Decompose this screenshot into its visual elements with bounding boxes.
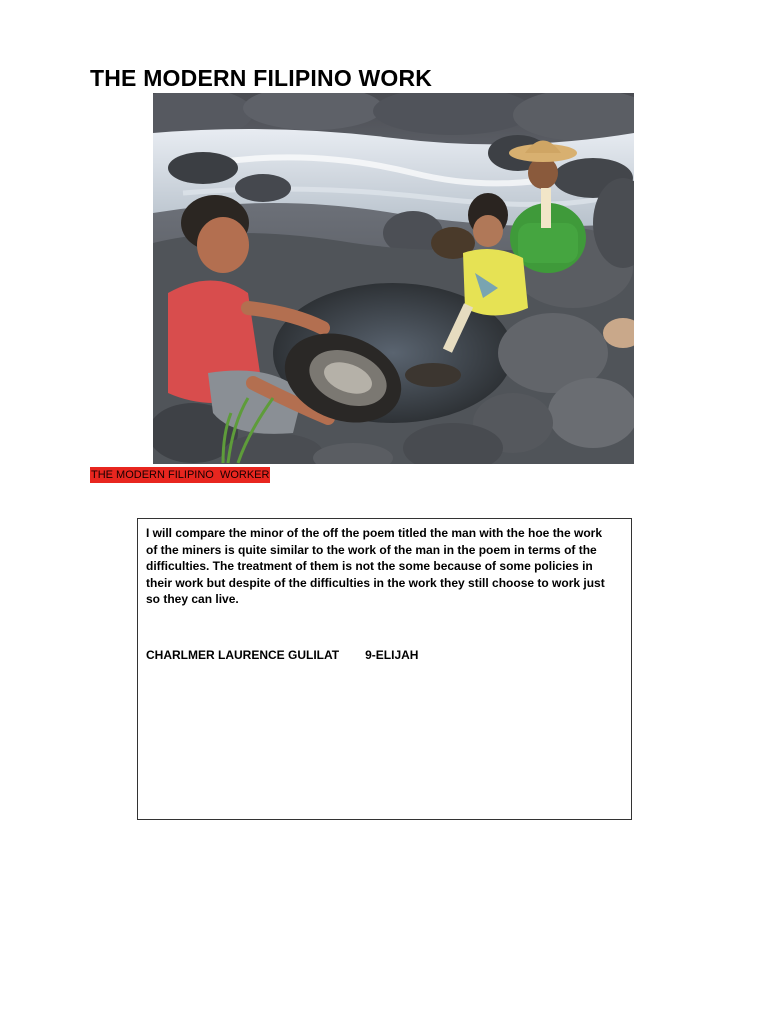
signature-line <box>146 648 623 662</box>
page-title: THE MODERN FILIPINO WORK <box>90 65 433 92</box>
student-section: 9-ELIJAH <box>365 647 419 662</box>
photo-gold-panners-icon <box>153 93 634 464</box>
essay-box <box>137 518 632 820</box>
essay-text: I will compare the minor of the off the poem titled the man with the hoe the work of the miners is quite similar to the work of the man in the poem in terms of the difficulties. The treatment of them is not the some because of some policies in their work but despite of the difficulties in the work they still choose to work just so they can live. <box>146 526 605 606</box>
student-name: CHARLMER LAURENCE GULILAT <box>146 647 340 662</box>
photo-gold-panners <box>153 93 634 464</box>
photo-caption: THE MODERN FILIPINO WORKER <box>91 469 270 481</box>
